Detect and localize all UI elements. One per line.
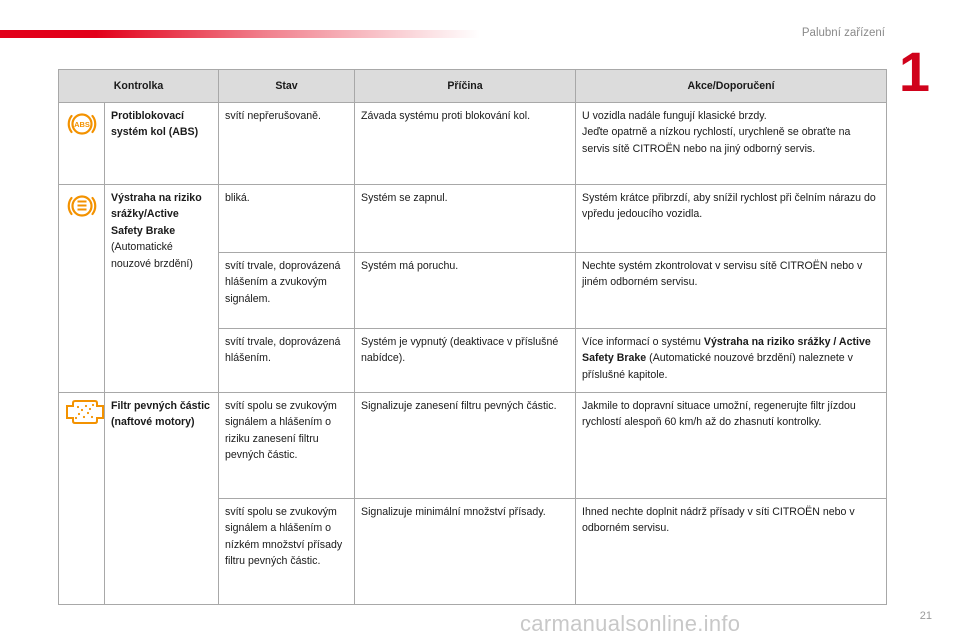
icon-cell <box>59 103 105 185</box>
cell-akce: Systém krátce přibrzdí, aby snížil rychlost při čelním nárazu do vpředu jedoucího vozidla. <box>576 185 887 253</box>
cell-pricina: Signalizuje zanesení filtru pevných částic. <box>355 393 576 499</box>
cell-akce-line: U vozidla nadále fungují klasické brzdy. <box>582 110 767 122</box>
cell-stav: svítí trvale, doprovázená hlášením a zvukovým signálem. <box>219 253 355 329</box>
warning-name-bold: Filtr pevných částic (naftové motory) <box>111 400 210 429</box>
warning-name-bold: Výstraha na riziko srážky/Active Safety Brake <box>111 192 202 237</box>
warning-name <box>105 103 219 185</box>
cell-stav: svítí spolu se zvukovým signálem a hlášením o riziku zanesení filtru pevných částic. <box>219 393 355 499</box>
abs-warning-icon <box>66 108 98 145</box>
cell-akce-text: (Automatické nouzové brzdění) naleznete v příslušné kapitole. <box>582 352 853 381</box>
warning-lights-table <box>58 69 887 605</box>
cell-akce: Jakmile to dopravní situace umožní, regenerujte filtr jízdou rychlostí alespoň 60 km/h až do zhasnutí kontrolky. <box>576 393 887 499</box>
cell-pricina: Závada systému proti blokování kol. <box>355 103 576 185</box>
cell-pricina: Systém je vypnutý (deaktivace v příslušné nabídce). <box>355 329 576 393</box>
collision-warning-icon <box>66 190 98 227</box>
cell-stav: svítí trvale, doprovázená hlášením. <box>219 329 355 393</box>
cell-akce-line: Jeďte opatrně a nízkou rychlostí, urychleně se obraťte na servis sítě CITROËN nebo na jiný odborný servis. <box>582 126 851 155</box>
cell-pricina: Systém má poruchu. <box>355 253 576 329</box>
icon-cell <box>59 393 105 605</box>
cell-akce: Nechte systém zkontrolovat v servisu sítě CITROËN nebo v jiném odborném servisu. <box>576 253 887 329</box>
cell-stav: svítí nepřerušovaně. <box>219 103 355 185</box>
warning-name-extra: (Automatické nouzové brzdění) <box>111 241 193 270</box>
header-accent-bar <box>0 30 480 38</box>
particle-filter-icon <box>65 398 105 431</box>
cell-stav: bliká. <box>219 185 355 253</box>
warning-name <box>105 393 219 605</box>
warning-name-bold: Protiblokovací systém kol (ABS) <box>111 110 199 139</box>
header-kontrolka: Kontrolka <box>59 70 219 103</box>
cell-akce: Ihned nechte doplnit nádrž přísady v síti CITROËN nebo v odborném servisu. <box>576 499 887 605</box>
table-row <box>59 393 887 499</box>
cell-akce <box>576 103 887 185</box>
icon-cell <box>59 185 105 393</box>
header-pricina: Příčina <box>355 70 576 103</box>
warning-name <box>105 185 219 393</box>
cell-akce <box>576 329 887 393</box>
table-header-row <box>59 70 887 103</box>
table-row <box>59 103 887 185</box>
svg-text:ABS: ABS <box>73 120 90 129</box>
section-title: Palubní zařízení <box>801 27 885 39</box>
cell-stav: svítí spolu se zvukovým signálem a hlášením o nízkém množství přísady filtru pevných částic. <box>219 499 355 605</box>
cell-akce-text: Více informací o systému <box>582 336 704 348</box>
header-stav: Stav <box>219 70 355 103</box>
chapter-number: 1 <box>898 40 930 103</box>
page-number: 21 <box>919 610 932 622</box>
header-akce: Akce/Doporučení <box>576 70 887 103</box>
cell-pricina: Systém se zapnul. <box>355 185 576 253</box>
watermark: carmanualsonline.info <box>520 611 741 636</box>
table-row <box>59 185 887 253</box>
cell-akce-bold: Výstraha na riziko srážky / Active Safety Brake <box>582 336 871 365</box>
cell-pricina: Signalizuje minimální množství přísady. <box>355 499 576 605</box>
